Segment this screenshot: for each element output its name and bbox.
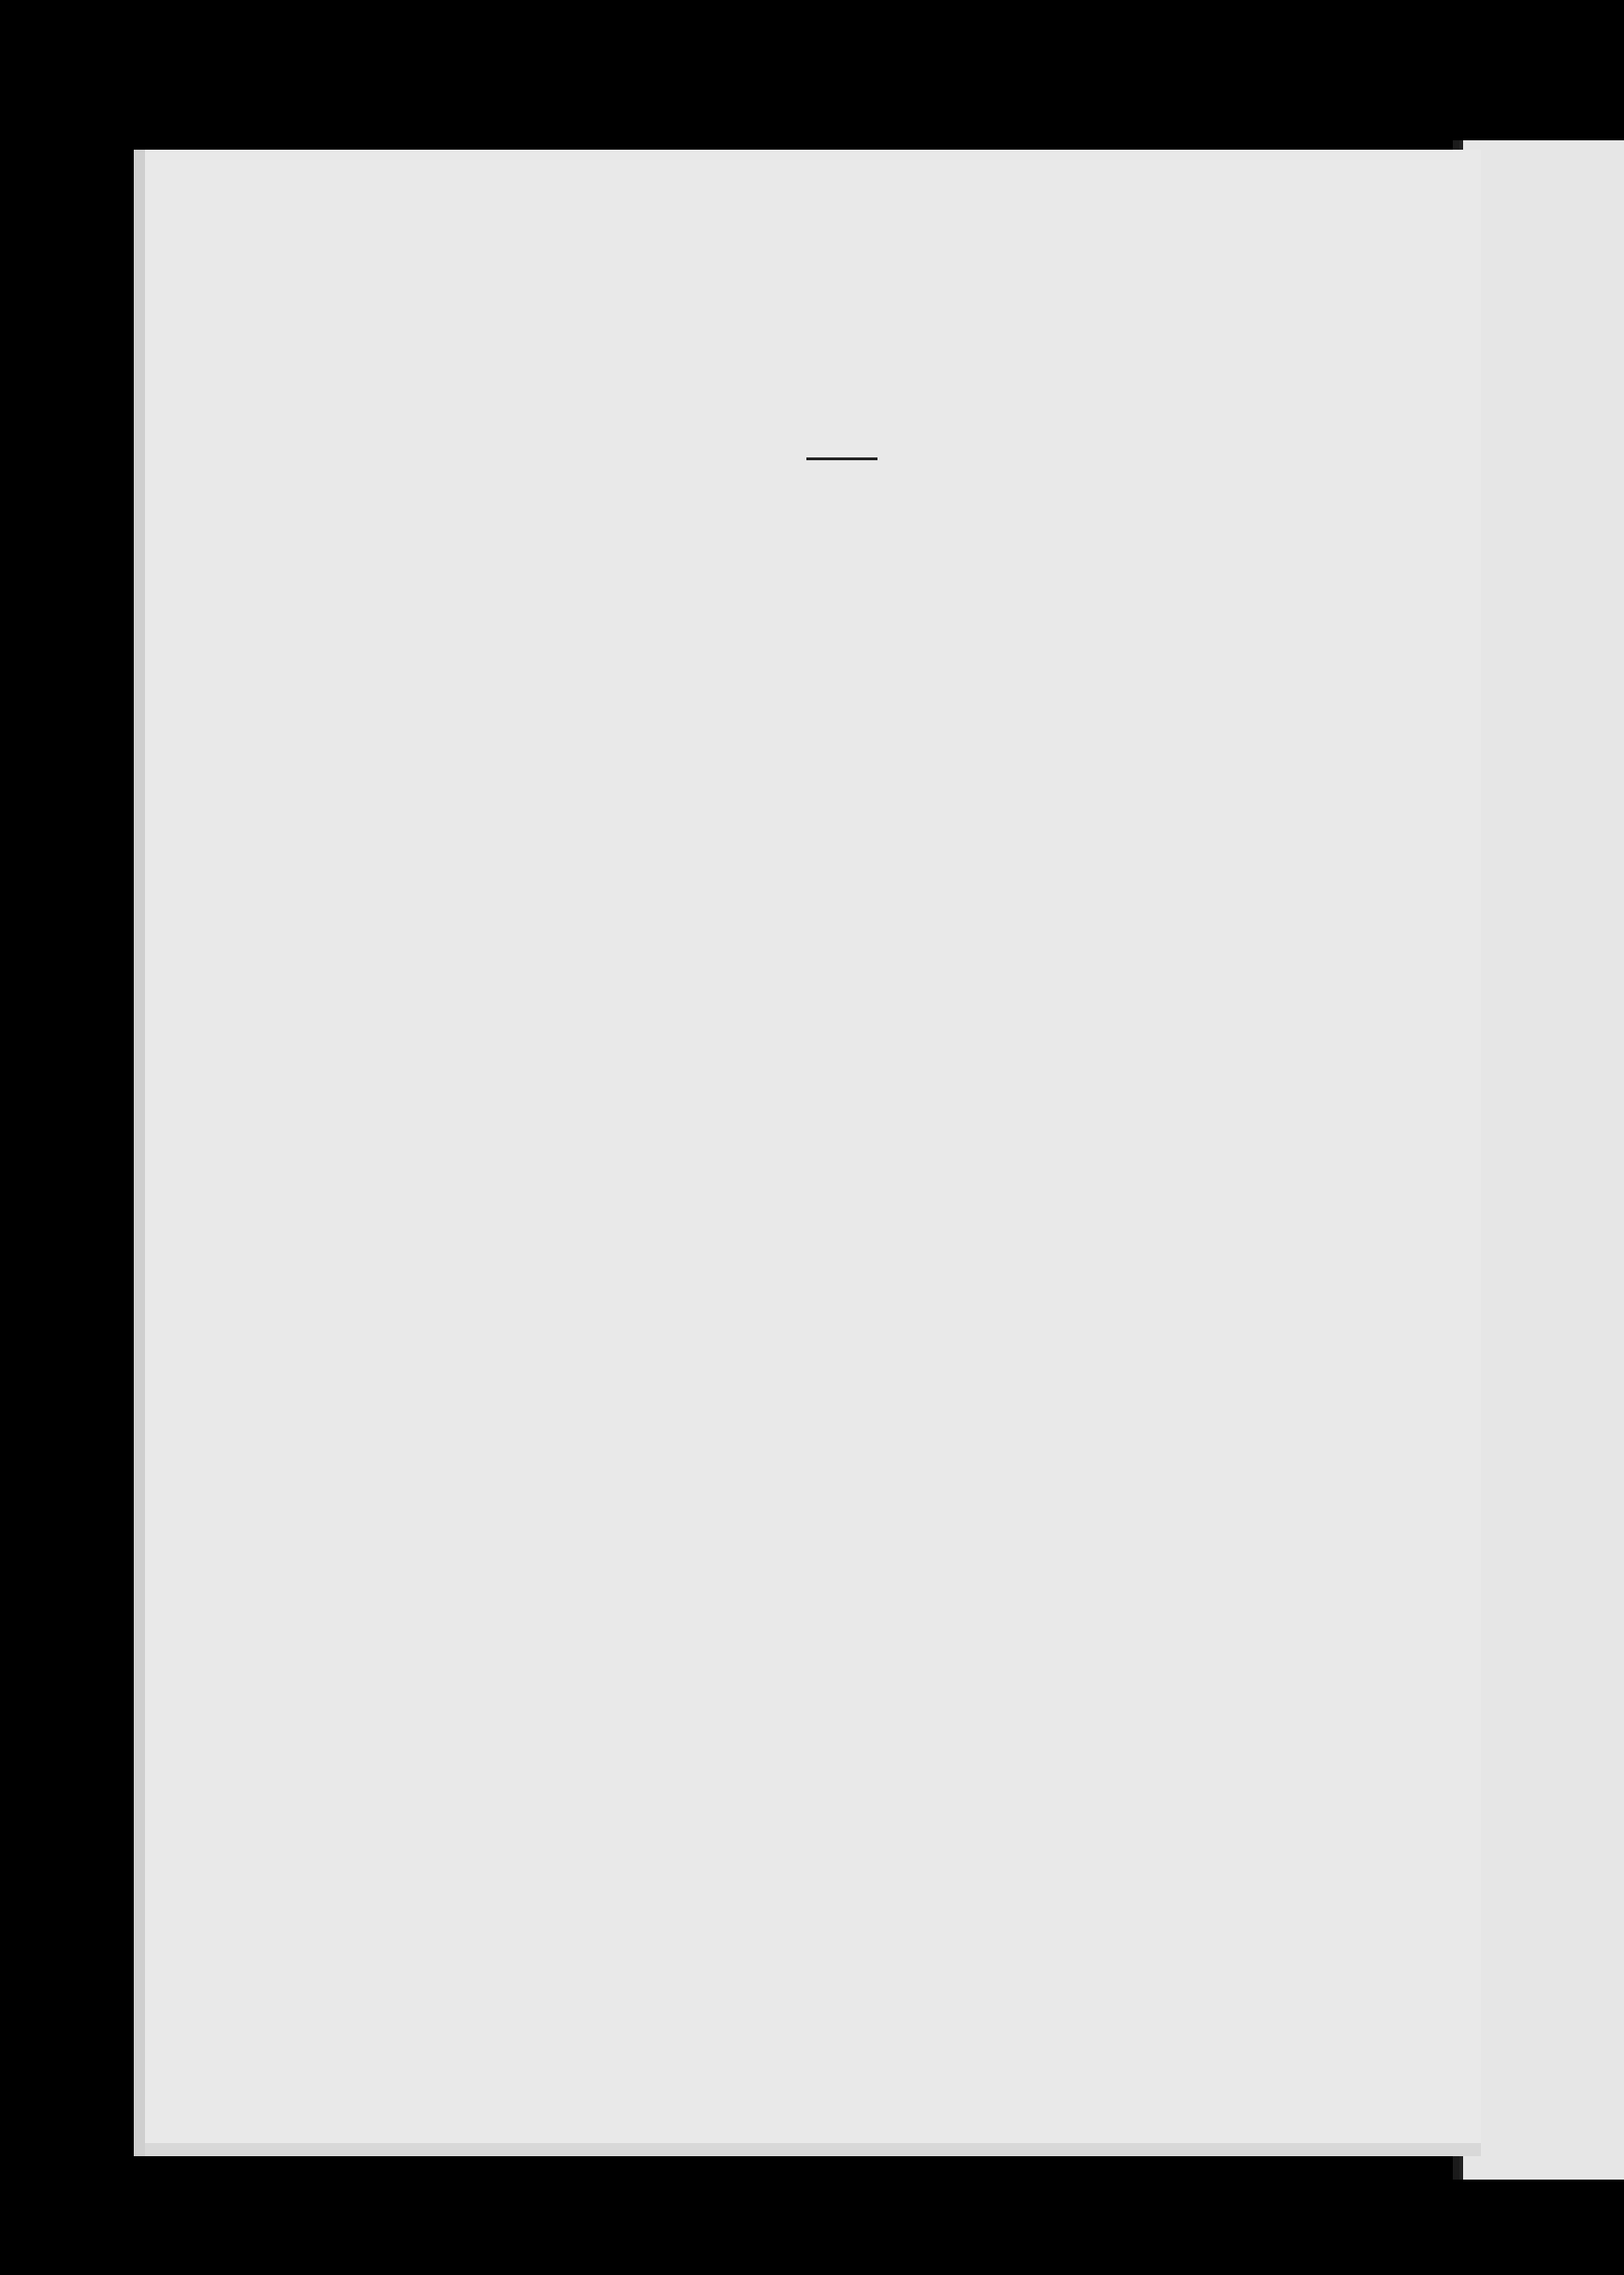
adjacent-page-edge bbox=[1459, 140, 1624, 2180]
document-page bbox=[134, 150, 1481, 2156]
title-rule bbox=[806, 457, 877, 460]
